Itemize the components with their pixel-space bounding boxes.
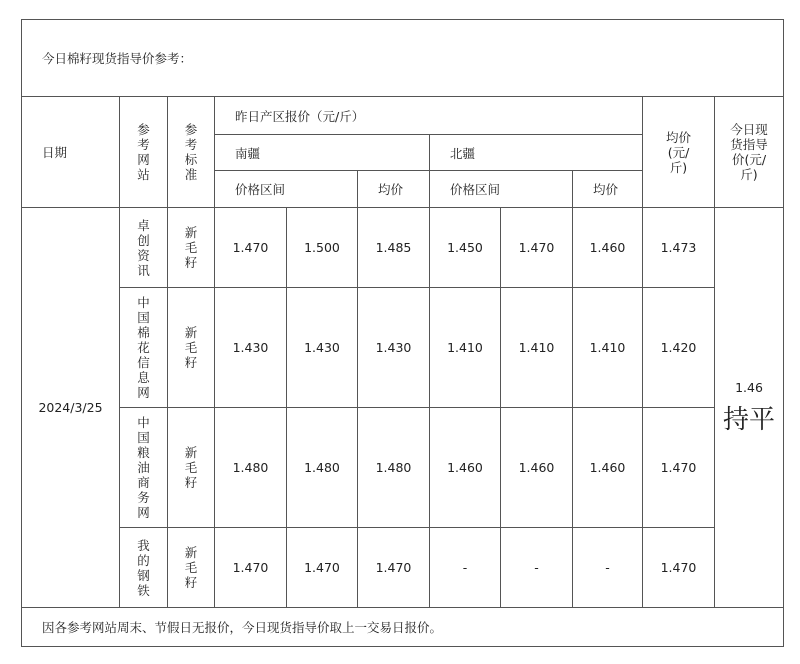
table-row [22, 528, 784, 608]
header-overall-avg: 均价(元/斤) [643, 97, 715, 208]
north-low: 1.450 [430, 208, 501, 288]
south-high: 1.430 [287, 288, 358, 408]
footnote: 因各参考网站周末、节假日无报价，今日现货指导价取上一交易日报价。 [22, 608, 784, 647]
standard-cell: 新毛籽 [168, 208, 215, 288]
site-cell: 卓创资讯 [120, 208, 168, 288]
north-avg: 1.460 [573, 208, 643, 288]
north-high: 1.470 [501, 208, 573, 288]
south-high: 1.480 [287, 408, 358, 528]
north-avg: - [573, 528, 643, 608]
south-low: 1.470 [215, 528, 287, 608]
today-guide-cell [715, 208, 784, 608]
header-south-range: 价格区间 [215, 171, 358, 208]
south-avg: 1.485 [358, 208, 430, 288]
north-high: 1.460 [501, 408, 573, 528]
south-high: 1.470 [287, 528, 358, 608]
header-standard: 参考标准 [168, 97, 215, 208]
overall-avg: 1.470 [643, 528, 715, 608]
standard-cell: 新毛籽 [168, 528, 215, 608]
guide-price: 1.46 [735, 379, 763, 395]
south-low: 1.470 [215, 208, 287, 288]
table-row [22, 208, 784, 288]
south-low: 1.430 [215, 288, 287, 408]
overall-avg: 1.470 [643, 408, 715, 528]
north-avg: 1.460 [573, 408, 643, 528]
table-title: 今日棉籽现货指导价参考： [22, 20, 784, 97]
south-avg: 1.430 [358, 288, 430, 408]
header-date: 日期 [22, 97, 120, 208]
header-south-avg: 均价 [358, 171, 430, 208]
header-south: 南疆 [215, 135, 430, 171]
header-yesterday-quote: 昨日产区报价（元/斤） [215, 97, 643, 135]
north-high: - [501, 528, 573, 608]
standard-cell: 新毛籽 [168, 408, 215, 528]
south-high: 1.500 [287, 208, 358, 288]
cottonseed-price-table [21, 19, 784, 647]
south-avg: 1.480 [358, 408, 430, 528]
header-north-avg: 均价 [573, 171, 643, 208]
header-today-guide: 今日现货指导价(元/斤) [715, 97, 784, 208]
site-cell: 中国粮油商务网 [120, 408, 168, 528]
table-row [22, 408, 784, 528]
south-avg: 1.470 [358, 528, 430, 608]
north-high: 1.410 [501, 288, 573, 408]
south-low: 1.480 [215, 408, 287, 528]
header-site: 参考网站 [120, 97, 168, 208]
header-north: 北疆 [430, 135, 643, 171]
site-cell: 中国棉花信息网 [120, 288, 168, 408]
date-cell: 2024/3/25 [22, 208, 120, 608]
north-low: - [430, 528, 501, 608]
overall-avg: 1.473 [643, 208, 715, 288]
header-north-range: 价格区间 [430, 171, 573, 208]
table-row [22, 288, 784, 408]
guide-trend: 持平 [722, 404, 775, 435]
north-low: 1.410 [430, 288, 501, 408]
north-low: 1.460 [430, 408, 501, 528]
overall-avg: 1.420 [643, 288, 715, 408]
north-avg: 1.410 [573, 288, 643, 408]
standard-cell: 新毛籽 [168, 288, 215, 408]
site-cell: 我的钢铁 [120, 528, 168, 608]
